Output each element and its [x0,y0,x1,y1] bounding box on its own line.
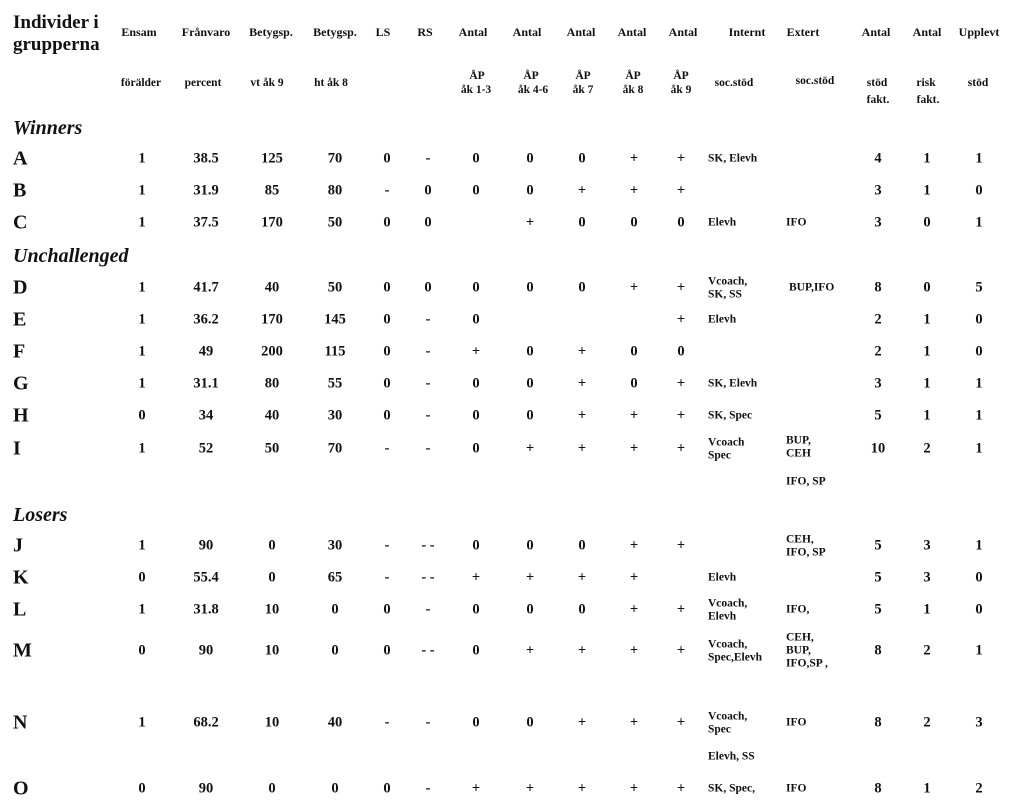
header-socstod-internt: soc.stöd [714,77,754,89]
header-ensam: Ensam [121,25,157,39]
row-label: K [13,566,29,589]
header-franvaro: Frånvaro [181,25,231,39]
header-ap-5: ÅP [673,70,689,82]
cell-ls: 0 [383,642,391,659]
cell-franvaro: 55.4 [193,569,219,586]
cell-ap9: + [676,375,686,392]
cell-rs: - [425,601,431,618]
cell-extert: BUP, [786,434,811,447]
cell-extert: CEH, [786,631,814,644]
cell-ap13: 0 [472,182,480,199]
header-betygsp-ht8: Betygsp. [313,25,357,39]
cell-ap7: + [577,569,587,586]
cell-internt: SK, SS [708,287,742,300]
cell-risk: 1 [923,343,931,360]
cell-ap8: + [629,780,639,797]
row-label: D [13,276,28,299]
cell-ensam: 1 [138,440,146,457]
header-ap-1-grade: åk 1-3 [460,84,492,96]
cell-ht8: 50 [327,279,343,296]
cell-upplevt: 1 [975,537,983,554]
header-ap-4: ÅP [625,70,641,82]
cell-ap13: 0 [472,714,480,731]
header-antal-2: Antal [512,25,542,39]
cell-ht8: 115 [324,343,346,360]
cell-franvaro: 68.2 [193,714,219,731]
cell-ap13: 0 [472,407,480,424]
row-label: N [13,711,28,734]
cell-ap46: 0 [526,343,534,360]
cell-ht8: 40 [327,714,343,731]
cell-risk: 1 [923,375,931,392]
cell-ap8: + [629,279,639,296]
cell-ap7: + [577,182,587,199]
cell-ap8: + [629,407,639,424]
cell-internt: SK, Spec, [708,782,755,795]
cell-vt9: 125 [261,150,283,167]
cell-ls: - [384,537,390,554]
cell-upplevt: 0 [975,569,983,586]
cell-extert: IFO [786,716,807,729]
cell-internt: Elevh [708,216,737,229]
cell-upplevt: 1 [975,440,983,457]
cell-rs: - - [421,642,435,659]
cell-ensam: 0 [138,642,146,659]
cell-internt: Spec [708,448,731,461]
cell-ap9: + [676,780,686,797]
cell-ap46: + [525,440,535,457]
cell-ap13: 0 [472,311,480,328]
cell-ls: 0 [383,375,391,392]
cell-ap9: + [676,642,686,659]
cell-rs: - [425,780,431,797]
cell-ap13: 0 [472,537,480,554]
cell-vt9: 170 [261,214,283,231]
cell-franvaro: 31.9 [193,182,219,199]
cell-ensam: 1 [138,343,146,360]
cell-risk: 1 [923,407,931,424]
cell-ht8: 70 [327,440,343,457]
cell-rs: - [425,311,431,328]
cell-internt: Elevh [708,571,737,584]
cell-risk: 2 [923,642,931,659]
cell-ls: 0 [383,343,391,360]
cell-rs: - [425,440,431,457]
cell-ensam: 0 [138,780,146,797]
cell-vt9: 10 [264,601,280,618]
cell-franvaro: 90 [198,537,214,554]
group-label-winners: Winners [13,117,83,139]
cell-upplevt: 1 [975,150,983,167]
header-stod-fakt: fakt. [866,94,890,106]
cell-risk: 0 [923,214,931,231]
cell-ap9: + [676,279,686,296]
cell-vt9: 85 [264,182,280,199]
cell-extert: IFO [786,216,807,229]
cell-ensam: 1 [138,601,146,618]
cell-ap46: + [525,214,535,231]
cell-ls: - [384,182,390,199]
header-ap-4-grade: åk 8 [622,84,644,96]
cell-ht8: 0 [331,780,339,797]
cell-ap9: + [676,311,686,328]
cell-ap9: + [676,714,686,731]
row-label: H [13,404,29,427]
cell-ap46: 0 [526,182,534,199]
cell-internt: Elevh [708,313,737,326]
cell-internt: SK, Elevh [708,152,758,165]
cell-ap8: 0 [630,375,638,392]
cell-risk: 1 [923,150,931,167]
header-internt: Internt [728,25,766,39]
row-label: O [13,777,29,800]
row-label: B [13,179,27,202]
header-risk-fakt: fakt. [916,94,940,106]
cell-extert: CEH, [786,532,814,545]
cell-extert: IFO, SP [786,545,826,558]
cell-stod: 5 [874,601,882,618]
cell-stod: 8 [874,780,882,797]
cell-franvaro: 36.2 [193,311,219,328]
cell-extert: IFO, [786,603,810,616]
cell-internt: Spec [708,722,731,735]
cell-ap46: 0 [526,279,534,296]
cell-ensam: 1 [138,150,146,167]
cell-stod: 5 [874,569,882,586]
cell-ap13: 0 [472,375,480,392]
cell-stod: 8 [874,642,882,659]
cell-vt9: 0 [268,537,276,554]
cell-ap8: + [629,150,639,167]
cell-ensam: 1 [138,279,146,296]
cell-ls: - [384,714,390,731]
cell-ap7: 0 [578,150,586,167]
cell-upplevt: 3 [975,714,983,731]
header-foralder: förälder [120,77,162,89]
cell-vt9: 170 [261,311,283,328]
row-label: A [13,147,28,170]
row-label: M [13,639,32,662]
cell-rs: 0 [424,214,432,231]
header-antal-7: Antal [912,25,942,39]
cell-vt9: 10 [264,714,280,731]
cell-risk: 3 [923,537,931,554]
cell-risk: 2 [923,440,931,457]
row-label: L [13,598,27,621]
cell-stod: 10 [870,440,886,457]
header-ht-ak8: ht åk 8 [314,77,348,89]
cell-rs: - [425,343,431,360]
row-label: C [13,211,28,234]
header-antal-5: Antal [668,25,698,39]
cell-ap8: + [629,440,639,457]
cell-ap13: 0 [472,601,480,618]
cell-ap46: 0 [526,375,534,392]
cell-risk: 0 [923,279,931,296]
cell-vt9: 10 [264,642,280,659]
cell-ap9: + [676,537,686,554]
cell-franvaro: 37.5 [193,214,219,231]
cell-vt9: 50 [264,440,280,457]
cell-ls: 0 [383,601,391,618]
cell-risk: 1 [923,311,931,328]
header-percent: percent [184,77,222,89]
cell-ap46: 0 [526,150,534,167]
header-upplevt-stod: stöd [967,77,989,89]
cell-internt: Spec,Elevh [708,650,762,663]
row-label: F [13,340,26,363]
cell-ht8: 30 [327,407,343,424]
cell-upplevt: 0 [975,343,983,360]
header-antal-1: Antal [458,25,488,39]
cell-upplevt: 2 [975,780,983,797]
cell-upplevt: 1 [975,407,983,424]
cell-rs: - [425,375,431,392]
cell-upplevt: 0 [975,311,983,328]
cell-ap9: 0 [677,214,685,231]
cell-ap46: 0 [526,537,534,554]
header-individer: Individer i [13,12,99,33]
row-label: I [13,437,21,460]
row-label: G [13,372,29,395]
cell-ht8: 0 [331,601,339,618]
cell-risk: 1 [923,601,931,618]
cell-extert-extra: IFO, SP [786,475,826,488]
cell-ap8: 0 [630,343,638,360]
cell-franvaro: 31.8 [193,601,219,618]
cell-rs: - [425,150,431,167]
cell-ap8: + [629,537,639,554]
cell-ht8: 80 [327,182,343,199]
cell-franvaro: 38.5 [193,150,219,167]
cell-franvaro: 90 [198,642,214,659]
cell-ht8: 50 [327,214,343,231]
cell-vt9: 200 [261,343,283,360]
cell-ht8: 30 [327,537,343,554]
cell-rs: - - [421,537,435,554]
cell-internt: Vcoach, [708,596,748,609]
cell-internt: Elevh [708,609,737,622]
cell-franvaro: 41.7 [193,279,219,296]
cell-internt: Vcoach, [708,637,748,650]
cell-extert: BUP,IFO [789,281,835,294]
cell-risk: 1 [923,780,931,797]
cell-ensam: 1 [138,375,146,392]
cell-ls: 0 [383,279,391,296]
cell-franvaro: 34 [198,407,214,424]
cell-ensam: 1 [138,214,146,231]
cell-upplevt: 5 [975,279,983,296]
cell-ls: 0 [383,780,391,797]
cell-ht8: 70 [327,150,343,167]
cell-ap13: + [471,343,481,360]
cell-vt9: 0 [268,569,276,586]
cell-ap7: + [577,714,587,731]
cell-ap7: 0 [578,537,586,554]
cell-risk: 1 [923,182,931,199]
cell-upplevt: 0 [975,601,983,618]
cell-franvaro: 52 [198,440,214,457]
cell-ap7: + [577,343,587,360]
header-antal-4: Antal [617,25,647,39]
cell-rs: 0 [424,279,432,296]
cell-vt9: 0 [268,780,276,797]
cell-vt9: 40 [264,279,280,296]
cell-ap7: + [577,780,587,797]
cell-ap46: 0 [526,714,534,731]
header-extert: Extert [786,25,820,39]
cell-ls: - [384,569,390,586]
cell-ap13: 0 [472,279,480,296]
cell-ap8: + [629,714,639,731]
cell-ensam: 1 [138,537,146,554]
cell-ht8: 145 [324,311,346,328]
cell-internt: Vcoach [708,435,745,448]
cell-ap7: + [577,375,587,392]
cell-ap7: + [577,642,587,659]
header-ap-2-grade: åk 4-6 [517,84,549,96]
cell-ap7: + [577,407,587,424]
cell-stod: 2 [874,343,882,360]
header-ap-3-grade: åk 7 [572,84,594,96]
cell-ht8: 0 [331,642,339,659]
cell-extert: BUP, [786,644,811,657]
header-vt-ak9: vt åk 9 [250,77,284,89]
group-label-losers: Losers [13,504,68,526]
cell-ls: - [384,440,390,457]
cell-internt: Vcoach, [708,709,748,722]
cell-ap8: + [629,182,639,199]
header-stod: stöd [866,77,888,89]
cell-ap46: 0 [526,407,534,424]
row-label: J [13,534,23,557]
cell-ap9: 0 [677,343,685,360]
cell-ht8: 55 [327,375,343,392]
header-upplevt: Upplevt [958,25,1000,39]
cell-extert: CEH [786,447,811,460]
header-ap-5-grade: åk 9 [670,84,692,96]
cell-stod: 5 [874,407,882,424]
cell-ap46: + [525,780,535,797]
cell-rs: - [425,407,431,424]
header-ap-2: ÅP [523,70,539,82]
cell-ensam: 1 [138,182,146,199]
cell-ap9: + [676,182,686,199]
cell-extert: IFO,SP , [786,657,828,670]
cell-ensam: 0 [138,569,146,586]
cell-ap7: 0 [578,601,586,618]
cell-ap8: + [629,569,639,586]
cell-upplevt: 1 [975,214,983,231]
cell-ap8: + [629,642,639,659]
header-ap-3: ÅP [575,70,591,82]
header-antal-6: Antal [861,25,891,39]
cell-rs: - - [421,569,435,586]
cell-stod: 8 [874,714,882,731]
cell-ap13: 0 [472,150,480,167]
cell-ap9: + [676,601,686,618]
cell-ap9: + [676,150,686,167]
cell-ensam: 1 [138,311,146,328]
header-rs: RS [417,25,433,39]
header-socstod-extert: soc.stöd [795,75,835,87]
cell-stod: 8 [874,279,882,296]
header-grupperna: grupperna [13,34,100,55]
cell-franvaro: 31.1 [193,375,219,392]
cell-vt9: 40 [264,407,280,424]
cell-franvaro: 49 [198,343,214,360]
cell-ensam: 0 [138,407,146,424]
cell-internt: Vcoach, [708,274,748,287]
cell-ap8: + [629,601,639,618]
cell-ap46: + [525,642,535,659]
header-betygsp-vt9: Betygsp. [249,25,293,39]
cell-ap9: + [676,440,686,457]
cell-ap7: 0 [578,214,586,231]
cell-stod: 3 [874,182,882,199]
cell-ap13: + [471,569,481,586]
cell-ap7: + [577,440,587,457]
cell-ls: 0 [383,150,391,167]
cell-upplevt: 0 [975,182,983,199]
cell-rs: - [425,714,431,731]
cell-upplevt: 1 [975,375,983,392]
cell-ls: 0 [383,311,391,328]
header-antal-3: Antal [566,25,596,39]
header-ls: LS [375,25,391,39]
header-ap-1: ÅP [469,70,485,82]
cell-ap46: + [525,569,535,586]
group-label-unchallenged: Unchallenged [13,245,129,267]
cell-ap9: + [676,407,686,424]
row-label: E [13,308,27,331]
cell-risk: 3 [923,569,931,586]
cell-stod: 4 [874,150,882,167]
cell-stod: 5 [874,537,882,554]
cell-internt: SK, Elevh [708,377,758,390]
cell-ensam: 1 [138,714,146,731]
cell-ap46: 0 [526,601,534,618]
cell-ap7: 0 [578,279,586,296]
cell-ls: 0 [383,407,391,424]
cell-ls: 0 [383,214,391,231]
cell-extert: IFO [786,782,807,795]
cell-internt: SK, Spec [708,409,753,422]
cell-franvaro: 90 [198,780,214,797]
cell-ap13: + [471,780,481,797]
cell-stod: 2 [874,311,882,328]
cell-ht8: 65 [327,569,343,586]
cell-upplevt: 1 [975,642,983,659]
header-risk: risk [916,77,936,89]
cell-vt9: 80 [264,375,280,392]
cell-stod: 3 [874,375,882,392]
cell-ap8: 0 [630,214,638,231]
cell-rs: 0 [424,182,432,199]
cell-stod: 3 [874,214,882,231]
cell-internt-extra: Elevh, SS [708,750,755,763]
cell-ap13: 0 [472,642,480,659]
cell-ap13: 0 [472,440,480,457]
cell-risk: 2 [923,714,931,731]
